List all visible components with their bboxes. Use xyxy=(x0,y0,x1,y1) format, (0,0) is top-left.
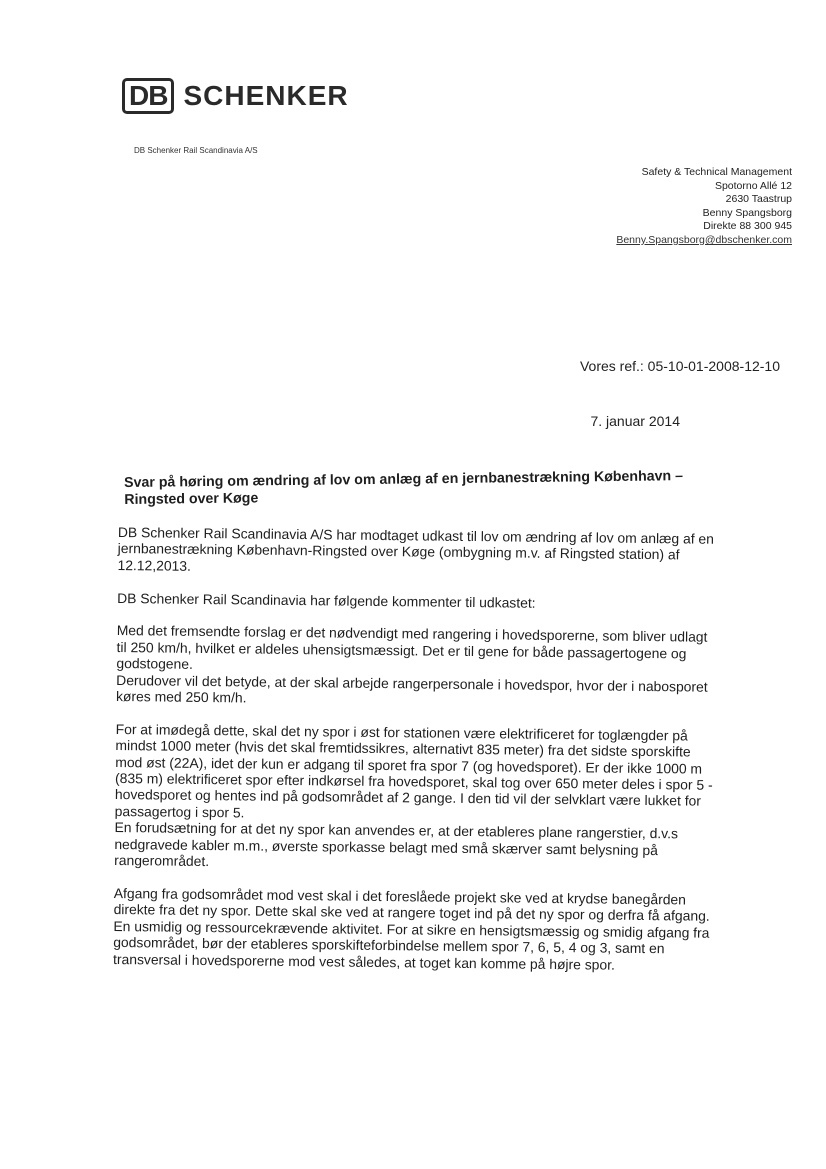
reference-number: Vores ref.: 05-10-01-2008-12-10 xyxy=(579,358,780,374)
db-logo-mark: DB xyxy=(122,78,174,114)
paragraph: Med det fremsendte forslag er det nødvendigt med rangering i hovedsporerne, som bliver udlagt til 250 km/h, hvilket er aldeles uhensigtsmæssigt. Det er til gene for både passagertogene og godstogene. xyxy=(116,622,708,673)
contact-person: Benny Spangsborg xyxy=(702,206,792,219)
letter-body xyxy=(113,524,716,990)
paragraph: DB Schenker Rail Scandinavia har følgende kommenter til udkastet: xyxy=(117,589,536,611)
schenker-wordmark: SCHENKER xyxy=(183,80,349,111)
paragraph: DB Schenker Rail Scandinavia A/S har modtaget udkast til lov om ændring af lov om anlæg af en jernbanestrækning København-Ringsted over Køge (ombygning m.v. af Ringsted station) af 12.12,2013. xyxy=(117,524,715,574)
company-name-small: DB Schenker Rail Scandinavia A/S xyxy=(134,146,258,155)
paragraph: For at imødegå dette, skal det ny spor i øst for stationen være elektrificeret for toglængder på mindst 1000 meter (hvis det skal fremtidssikres, alternativt 835 meter) fra det sidste sporskifte mod øst (22A), idet der kun er adgang til sporet fra spor 7 (og hovedsporet). Er der ikke 1000 m (835 m) elektrificeret spor efter indkørsel fra hovedsporet, skal tog over 650 meter deles i spor 5 - hovedsporet og hentes ind på godsområdet af 2 gange. I den tid vil der selvklart være lukket for passagertog i spor 5. xyxy=(114,720,713,821)
email-link[interactable]: Benny.Spangsborg@dbschenker.com xyxy=(616,233,792,246)
letter-subject: Svar på høring om ændring af lov om anlæg af en jernbanestrækning København – Ringsted over Køge xyxy=(124,468,684,508)
department: Safety & Technical Management xyxy=(641,166,792,178)
paragraph: En forudsætning for at det ny spor kan anvendes er, at der etableres plane rangerstier, d.v.s nedgravede kabler m.m., øverste sporkasse belagt med små skærver samt belysning på rangerområdet. xyxy=(114,819,679,870)
paragraph: Afgang fra godsområdet mod vest skal i det foreslåede projekt ske ved at krydse banegården direkte fra det ny spor. Dette skal ske ved at rangere toget ind på det ny spor og derfra få afgang. En usmidig og ressourcekrævende aktivitet. For at sikre en hensigtsmæssig og smidig afgang fra godsområdet, bør der etableres sporskifteforbindelse mellem spor 7, 6, 5, 4 og 3, samt en transversal i hovedsporerne mod vest således, at toget kan komme på højre spor. xyxy=(112,884,710,973)
street: Spotorno Allé 12 xyxy=(714,179,792,192)
sender-address-block xyxy=(616,166,792,248)
paragraph: Derudover vil det betyde, at der skal arbejde rangerpersonale i hovedspor, hvor der i nabosporet køres med 250 km/h. xyxy=(115,671,708,706)
city: 2630 Taastrup xyxy=(725,193,792,206)
phone: Direkte 88 300 945 xyxy=(703,220,792,233)
db-schenker-logo xyxy=(122,78,349,114)
letter-date: 7. januar 2014 xyxy=(590,413,680,429)
